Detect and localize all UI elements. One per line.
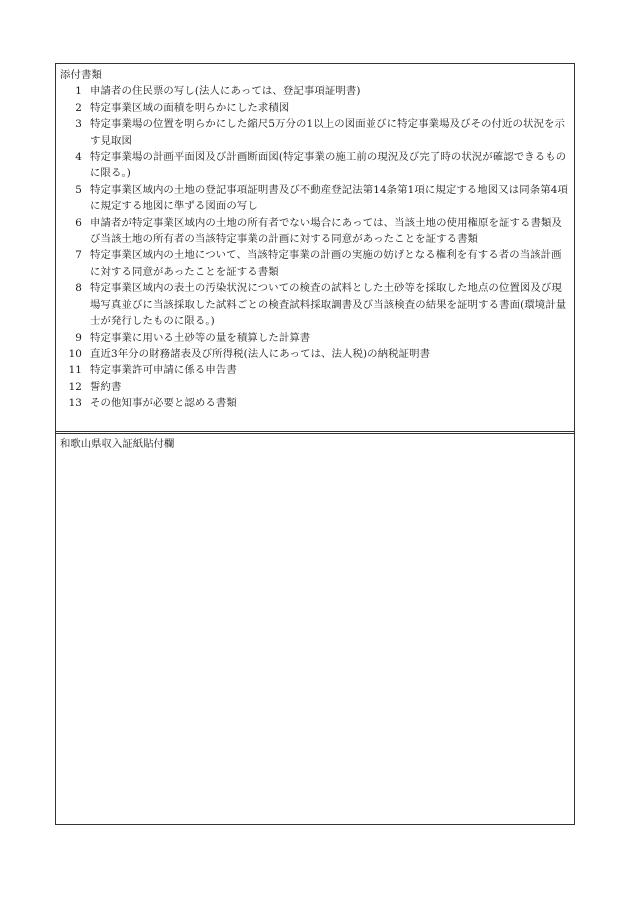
attachment-item-1 [60,83,568,99]
attachment-item-11 [60,362,568,378]
attachment-item-number: 5 [75,183,82,196]
attachment-item-8 [60,280,568,329]
attachment-item-number: 9 [75,331,82,344]
attachment-item-number: 8 [75,282,82,295]
attachment-item-12 [60,379,568,395]
attachment-item-number: 12 [68,380,82,393]
attachment-item-number: 13 [68,397,82,410]
attachment-item-text: その他知事が必要と認める書類 [90,397,237,410]
form-frame [55,63,575,825]
attachment-item-number: 4 [75,151,82,164]
attachments-section [56,64,574,432]
attachment-item-text: 特定事業に用いる土砂等の量を積算した計算書 [90,331,311,344]
attachment-item-number: 6 [75,216,82,229]
attachment-item-3 [60,116,568,149]
attachment-item-text: 特定事業区域の面積を明らかにした求積図 [90,101,290,114]
attachment-item-text: 特定事業区域内の表土の汚染状況についての検査の試料とした土砂等を採取した地点の位置図及び現場写真並びに当該採取した試料ごとの検査試料採取調書及び当該検査の結果を証明する書面(環境計量士が発行したものに限る。) [90,282,567,328]
attachment-item-9 [60,330,568,346]
attachment-item-number: 1 [75,85,82,98]
attachment-item-7 [60,247,568,280]
attachment-item-number: 7 [75,249,82,262]
attachment-item-number: 11 [68,364,82,377]
attachment-item-10 [60,346,568,362]
section-divider [56,433,574,434]
attachment-item-text: 誓約書 [90,380,122,393]
attachment-item-text: 特定事業区域内の土地の登記事項証明書及び不動産登記法第14条第1項に規定する地図又は同条第4項に規定する地図に準ずる図面の写し [90,183,568,213]
attachment-item-number: 2 [75,101,82,114]
attachment-item-text: 直近3年分の財務諸表及び所得税(法人にあっては、法人税)の納税証明書 [90,347,431,360]
revenue-stamp-area [56,436,574,452]
attachment-item-text: 申請者が特定事業区域内の土地の所有者でない場合にあっては、当該土地の使用権原を証する書類及び当該土地の所有者の当該特定事業の計画に対する同意があったことを証する書類 [90,216,562,246]
attachment-item-2 [60,100,568,116]
attachment-item-number: 10 [68,347,82,360]
attachment-item-text: 特定事業場の位置を明らかにした縮尺5万分の1以上の図面並びに特定事業場及びその付近の状況を示す見取図 [90,118,566,147]
attachment-item-text: 特定事業許可申請に係る申告書 [90,364,237,377]
attachment-item-6 [60,215,568,248]
attachment-item-text: 申請者の住民票の写し(法人にあっては、登記事項証明書) [90,85,361,98]
attachment-item-text: 特定事業区域内の土地について、当該特定事業の計画の実施の妨げとなる権利を有する者の当該計画に対する同意があったことを証する書類 [90,249,562,278]
revenue-stamp-label: 和歌山県収入証紙貼付欄 [60,438,175,450]
attachment-item-5 [60,182,568,215]
attachment-item-4 [60,149,568,182]
attachment-item-number: 3 [75,118,82,131]
attachment-item-13 [60,395,568,411]
attachment-item-text: 特定事業場の計画平面図及び計画断面図(特定事業の施工前の現況及び完了時の状況が確認できるものに限る。) [90,151,567,180]
attachments-heading: 添付書類 [60,69,102,81]
